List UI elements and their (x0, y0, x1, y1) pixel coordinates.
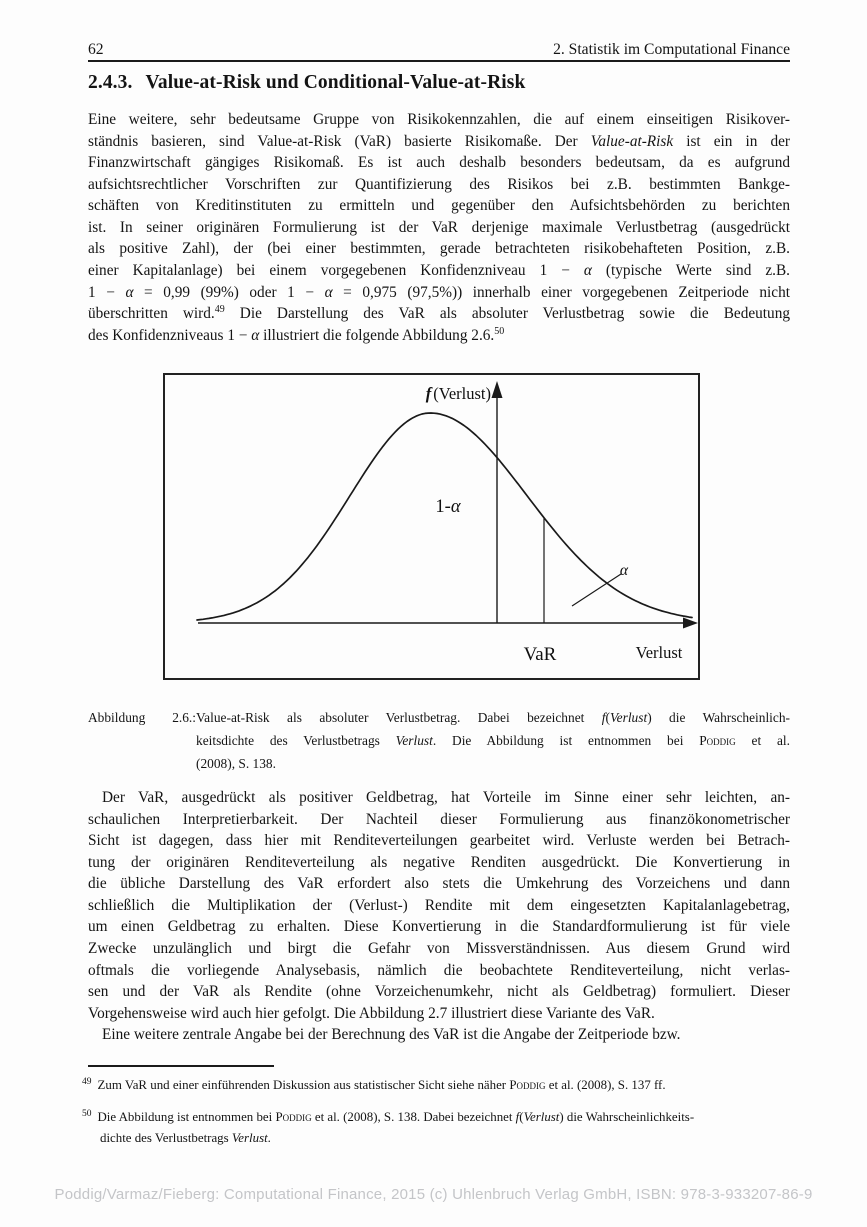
footnote-50 (82, 1107, 790, 1149)
text-line: schließlich die Multiplikation der (Verlust-) Rendite mit dem eingesetzten Kapitalanlagebetrag, (88, 896, 790, 914)
text-line: einer Kapitalanlage) bei einem vorgegebenen Konfidenzniveau 1 − α (typische Werte sind z.B. (88, 262, 790, 280)
paragraph-1 (88, 109, 790, 346)
footnote-rule (88, 1065, 274, 1067)
density-figure (165, 375, 698, 678)
text-line: als positive Zahl), der (bei einer bestimmten, gerade betrachteten risikobehafteten Position, z.B. (88, 240, 790, 258)
text-line: Der VaR, ausgedrückt als positiver Geldbetrag, hat Vorteile im Sinne einer sehr leichten, an- (102, 789, 790, 806)
text-line: Vorgehensweise wird auch hier gefolgt. Die Abbildung 2.7 illustriert diese Variante des VaR. (88, 1004, 655, 1022)
y-axis-label: f (Verlust) (425, 384, 491, 403)
text-line: überschritten wird.$^{49}$ Die Darstellung des VaR als absoluter Verlustbetrag sowie die Bedeutung (88, 304, 790, 323)
text-line: ist. In seiner originären Formulierung ist der VaR derjenige maximale Verlustbetrag (ausgedrückt (88, 218, 790, 236)
caption-line: (2008), S. 138. (196, 756, 276, 771)
caption-text: Value-at-Risk als absoluter Verlustbetrag. Dabei bezeichnet f(Verlust) die Wahrscheinlich- (196, 710, 790, 725)
header-rule (88, 60, 790, 62)
text-line: tung der originären Renditeverteilung als negative Renditen ausgedrückt. Die Konvertierung in (88, 853, 790, 871)
text-line: Zwecke unzulänglich und birgt die Gefahr von Missverständnissen. Aus diesem Grund wird (88, 940, 790, 958)
text-line: sen und der VaR als Rendite (ohne Vorzeichenumkehr, nicht als Geldbetrag) formuliert. Dieser (88, 983, 790, 1001)
page-number: 62 (88, 41, 104, 58)
text-line: oftmals die vorliegende Analysebasis, nämlich die beobachtete Renditeverteilung, nicht verlas- (88, 961, 790, 979)
var-label: VaR (523, 644, 557, 665)
text-line: schäften von Kreditinstituten zu ermitteln und gegenüber den Aufsichtsbehörden zu berichten (88, 197, 790, 215)
x-axis-arrowhead-icon (683, 618, 698, 629)
footnote-number: 49 (82, 1077, 92, 1087)
text-line: ständnis basieren, sind Value-at-Risk (VaR) basierte Risikomaße. Der Value-at-Risk ist ein in der (88, 132, 790, 150)
y-axis-arrowhead-icon (492, 381, 503, 398)
text-line: die übliche Darstellung des VaR erfordert also stets die Umkehrung des Vorzeichens und dann (88, 875, 790, 893)
alpha-tick-line (572, 574, 621, 606)
footnote-number: 50 (82, 1109, 92, 1119)
running-title: 2. Statistik im Computational Finance (553, 41, 790, 58)
text-line: aufsichtsrechtlicher Vorschriften zur Quantifizierung des Risikos bei z.B. bestimmten Bankge- (88, 175, 790, 193)
footnote-line: dichte des Verlustbetrags Verlust. (100, 1131, 271, 1145)
confidence-area-label: 1-α (435, 497, 461, 517)
section-heading (88, 72, 525, 94)
text-line: Eine weitere zentrale Angabe bei der Berechnung des VaR ist die Angabe der Zeitperiode bzw. (102, 1026, 681, 1044)
figure-caption (88, 706, 790, 775)
x-axis-label: Verlust (635, 643, 683, 662)
footnote-line: $^{50}$ Die Abbildung ist entnommen bei Poddig et al. (2008), S. 138. Dabei bezeichnet f(Verlust) die Wahrscheinlichkeits- (82, 1109, 695, 1124)
footnote-line: $^{49}$ Zum VaR und einer einführenden Diskussion aus statistischer Sicht siehe näher Poddig et al. (2008), S. 137 ff. (82, 1077, 666, 1092)
tail-area-label: α (619, 562, 629, 579)
text-line: Sicht ist dagegen, dass hier mit Renditeverteilungen gearbeitet wird. Verluste werden bei Betrach- (88, 832, 790, 850)
paragraph-block (88, 787, 790, 1046)
section-title: Value-at-Risk und Conditional-Value-at-Risk (145, 72, 526, 93)
text-line: des Konfidenzniveaus 1 − α illustriert die folgende Abbildung 2.6.50 (88, 325, 505, 344)
caption-line: keitsdichte des Verlustbetrags Verlust. Die Abbildung ist entnommen bei Poddig et al. (196, 733, 790, 748)
text-line: Finanzwirtschaft gängiges Risikomaß. Es ist auch deshalb besonders bedeutsam, da es aufgrund (88, 154, 790, 172)
caption-line (88, 706, 790, 729)
section-number: 2.4.3. (88, 72, 133, 93)
copyright-footer: Poddig/Varmaz/Fieberg: Computational Finance, 2015 (c) Uhlenbruch Verlag GmbH, ISBN: 978-3-933207-86-9 (54, 1186, 813, 1203)
text-line: schaulichen Interpretierbarkeit. Der Nachteil dieser Formulierung aus finanzökonometrischer (88, 810, 790, 828)
paragraph-2 (88, 787, 790, 1024)
figure-2-6 (163, 373, 700, 680)
footnote-49 (82, 1075, 790, 1096)
page-header (88, 40, 790, 60)
text-line: 1 − α = 0,99 (99%) oder 1 − α = 0,975 (97,5%)) innerhalb einer vorgegebenen Zeitperiode nicht (88, 283, 790, 301)
caption-label: Abbildung 2.6.: (88, 710, 196, 725)
text-line: Eine weitere, sehr bedeutsame Gruppe von Risikokennzahlen, die auf einem einseitigen Risikover- (88, 111, 790, 128)
paragraph-3 (88, 1024, 790, 1046)
text-line: um einen Geldbetrag zu erhalten. Diese Konvertierung in die Standardformulierung ist für viele (88, 918, 790, 936)
